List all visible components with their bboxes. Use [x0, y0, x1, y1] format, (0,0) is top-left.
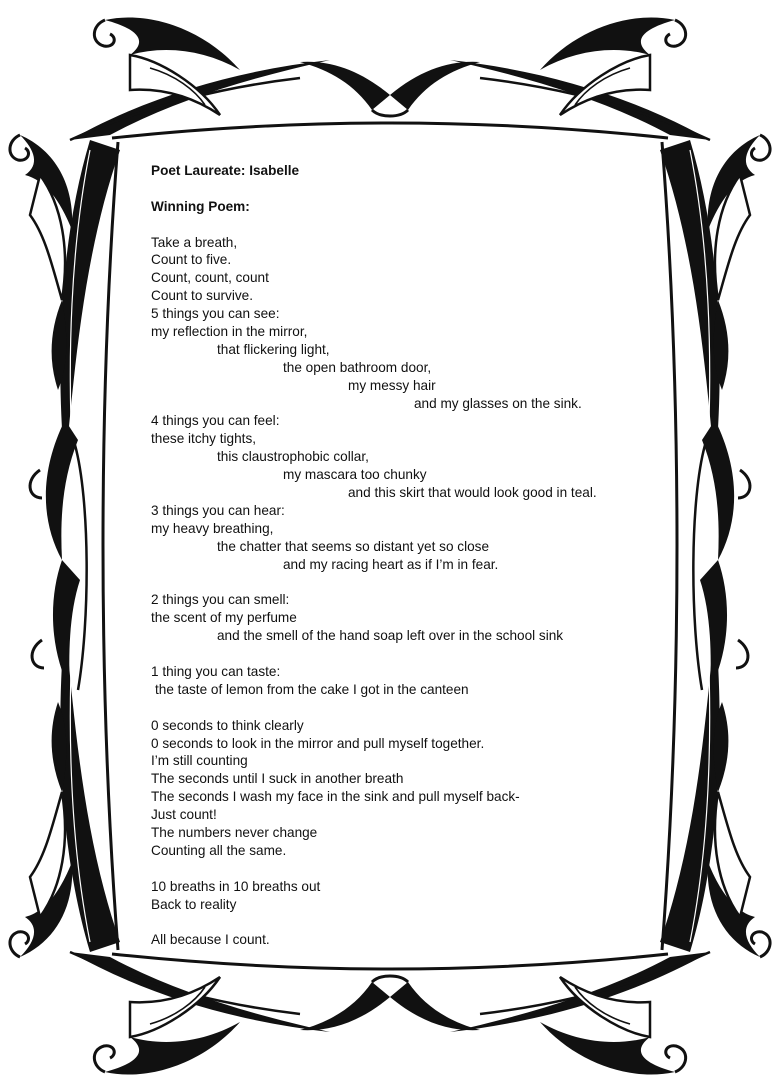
poem-text: [151, 162, 671, 949]
poem-line: Count, count, count: [151, 270, 269, 286]
poem-line: 5 things you can see:: [151, 306, 280, 322]
poem-line: 3 things you can hear:: [151, 502, 285, 518]
poem-line: these itchy tights,: [151, 431, 257, 447]
poem-line: The seconds until I suck in another breath: [151, 771, 404, 787]
poem-line: 1 thing you can taste:: [151, 663, 281, 679]
poem-line: Back to reality: [151, 896, 237, 912]
poem-line: that flickering light,: [217, 341, 330, 357]
poem-stanzas: [151, 234, 671, 950]
poem-line: this claustrophobic collar,: [217, 449, 369, 465]
poem-line: the chatter that seems so distant yet so close: [217, 538, 490, 554]
poem-line: 2 things you can smell:: [151, 592, 290, 608]
poem-line: the scent of my perfume: [151, 610, 297, 626]
poem-line: 0 seconds to look in the mirror and pull myself together.: [151, 735, 485, 751]
poem-line: and my glasses on the sink.: [414, 395, 582, 411]
poem-line: the taste of lemon from the cake I got in the canteen: [155, 681, 469, 697]
poem-line: 0 seconds to think clearly: [151, 717, 304, 733]
poem-line: Take a breath,: [151, 234, 238, 250]
poem-line: All because I count.: [151, 932, 270, 948]
poem-line: The numbers never change: [151, 824, 318, 840]
poem-line: Just count!: [151, 807, 217, 823]
poem-line: my reflection in the mirror,: [151, 324, 308, 340]
poem-line: 4 things you can feel:: [151, 413, 280, 429]
poem-line: my mascara too chunky: [283, 467, 427, 483]
poem-line: and my racing heart as if I’m in fear.: [283, 556, 499, 572]
poem-line: The seconds I wash my face in the sink and pull myself back-: [151, 789, 520, 805]
poem-line: and the smell of the hand soap left over in the school sink: [217, 628, 564, 644]
poem-line: and this skirt that would look good in teal.: [348, 485, 597, 501]
poem-subheading: Winning Poem:: [151, 198, 250, 214]
poem-line: my messy hair: [348, 377, 436, 393]
poem-line: 10 breaths in 10 breaths out: [151, 878, 321, 894]
poem-line: Count to five.: [151, 252, 232, 268]
poem-line: Count to survive.: [151, 288, 253, 304]
poem-line: I’m still counting: [151, 753, 248, 769]
poem-heading: Poet Laureate: Isabelle: [151, 163, 300, 178]
poem-line: my heavy breathing,: [151, 520, 274, 536]
poem-line: Counting all the same.: [151, 842, 287, 858]
poem-line: the open bathroom door,: [283, 359, 432, 375]
